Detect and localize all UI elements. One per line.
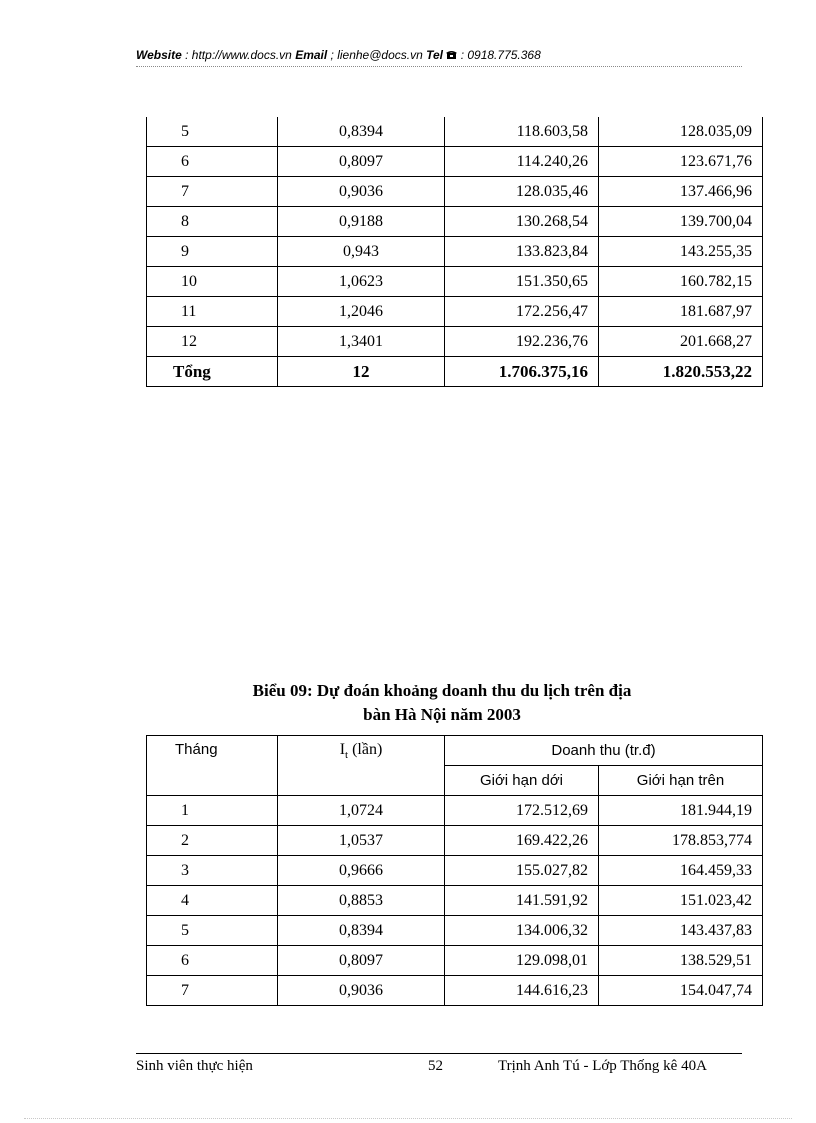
index-cell: 0,8097 [278, 147, 445, 177]
index-cell: 1,2046 [278, 297, 445, 327]
table-caption-line-2: bàn Hà Nội năm 2003 [363, 705, 521, 724]
index-unit: (lần) [348, 741, 383, 758]
upper-bound-cell: 138.529,51 [599, 946, 763, 976]
table-row [147, 297, 763, 327]
index-cell: 1,0623 [278, 267, 445, 297]
index-cell: 0,8853 [278, 886, 445, 916]
footer-divider [136, 1053, 742, 1054]
table-caption-line-1: Biểu 09: Dự đoán khoảng doanh thu du lịch trên địa [252, 681, 632, 700]
table-row [147, 207, 763, 237]
index-cell: 1,0537 [278, 826, 445, 856]
lower-bound-cell: 169.422,26 [445, 826, 599, 856]
column-header-index [278, 736, 445, 796]
column-header-month: Tháng [147, 736, 278, 796]
lower-bound-cell: 144.616,23 [445, 976, 599, 1006]
index-cell: 0,8097 [278, 946, 445, 976]
month-cell: 7 [147, 177, 278, 207]
month-cell: 7 [147, 976, 278, 1006]
upper-bound-cell: 178.853,774 [599, 826, 763, 856]
column-header-upper-bound: Giới hạn trên [599, 766, 763, 796]
tel-number: : 0918.775.368 [457, 48, 541, 62]
tel-label: Tel [426, 48, 444, 62]
column-header-lower-bound: Giới hạn dới [445, 766, 599, 796]
table-row [147, 117, 763, 147]
footer-author-name: Trịnh Anh Tú - Lớp Thống kê 40A [498, 1058, 707, 1074]
index-cell: 0,9036 [278, 976, 445, 1006]
lower-bound-cell: 172.512,69 [445, 796, 599, 826]
page-header [136, 48, 740, 63]
page-number: 52 [428, 1058, 443, 1074]
index-cell: 0,943 [278, 237, 445, 267]
lower-bound-cell: 192.236,76 [445, 327, 599, 357]
month-cell: 10 [147, 267, 278, 297]
index-cell: 0,9036 [278, 177, 445, 207]
upper-bound-cell: 181.944,19 [599, 796, 763, 826]
table-row [147, 147, 763, 177]
header-divider [136, 66, 742, 67]
table-row [147, 796, 763, 826]
total-lower-bound: 1.706.375,16 [445, 357, 599, 387]
month-cell: 6 [147, 147, 278, 177]
upper-bound-cell: 160.782,15 [599, 267, 763, 297]
table-header-row [147, 736, 763, 766]
index-cell: 0,9666 [278, 856, 445, 886]
month-cell: 4 [147, 886, 278, 916]
lower-bound-cell: 128.035,46 [445, 177, 599, 207]
total-row [147, 357, 763, 387]
lower-bound-cell: 130.268,54 [445, 207, 599, 237]
table-row [147, 976, 763, 1006]
lower-bound-cell: 155.027,82 [445, 856, 599, 886]
lower-bound-cell: 133.823,84 [445, 237, 599, 267]
month-cell: 1 [147, 796, 278, 826]
table-row [147, 886, 763, 916]
month-cell: 8 [147, 207, 278, 237]
lower-bound-cell: 141.591,92 [445, 886, 599, 916]
revenue-table-continued [146, 117, 763, 387]
lower-bound-cell: 118.603,58 [445, 117, 599, 147]
table-row [147, 267, 763, 297]
month-cell: 2 [147, 826, 278, 856]
month-cell: 9 [147, 237, 278, 267]
index-cell: 0,8394 [278, 117, 445, 147]
upper-bound-cell: 154.047,74 [599, 976, 763, 1006]
upper-bound-cell: 201.668,27 [599, 327, 763, 357]
total-label: Tổng [147, 357, 278, 387]
month-cell: 6 [147, 946, 278, 976]
footer-author-label: Sinh viên thực hiện [136, 1058, 253, 1074]
lower-bound-cell: 151.350,65 [445, 267, 599, 297]
index-cell: 0,9188 [278, 207, 445, 237]
upper-bound-cell: 151.023,42 [599, 886, 763, 916]
upper-bound-cell: 128.035,09 [599, 117, 763, 147]
website-url[interactable]: : http://www.docs.vn [181, 48, 296, 62]
index-symbol: I [339, 741, 346, 758]
month-cell: 12 [147, 327, 278, 357]
upper-bound-cell: 143.255,35 [599, 237, 763, 267]
table-row [147, 856, 763, 886]
table-row [147, 327, 763, 357]
lower-bound-cell: 114.240,26 [445, 147, 599, 177]
index-cell: 1,3401 [278, 327, 445, 357]
table-row [147, 826, 763, 856]
upper-bound-cell: 123.671,76 [599, 147, 763, 177]
page-bottom-edge [24, 1118, 792, 1119]
lower-bound-cell: 134.006,32 [445, 916, 599, 946]
upper-bound-cell: 181.687,97 [599, 297, 763, 327]
table-row [147, 237, 763, 267]
total-upper-bound: 1.820.553,22 [599, 357, 763, 387]
index-subscript: t [345, 749, 349, 762]
table-row [147, 177, 763, 207]
index-cell: 0,8394 [278, 916, 445, 946]
upper-bound-cell: 164.459,33 [599, 856, 763, 886]
upper-bound-cell: 139.700,04 [599, 207, 763, 237]
email-address[interactable]: ; lienhe@docs.vn [327, 48, 427, 62]
lower-bound-cell: 129.098,01 [445, 946, 599, 976]
table-row [147, 946, 763, 976]
upper-bound-cell: 137.466,96 [599, 177, 763, 207]
month-cell: 11 [147, 297, 278, 327]
month-cell: 5 [147, 117, 278, 147]
upper-bound-cell: 143.437,83 [599, 916, 763, 946]
website-label: Website [136, 48, 182, 62]
revenue-forecast-table [146, 735, 763, 1006]
lower-bound-cell: 172.256,47 [445, 297, 599, 327]
total-index: 12 [278, 357, 445, 387]
month-cell: 3 [147, 856, 278, 886]
table-row [147, 916, 763, 946]
email-label: Email [295, 48, 328, 62]
column-header-revenue: Doanh thu (tr.đ) [445, 736, 763, 766]
month-cell: 5 [147, 916, 278, 946]
index-cell: 1,0724 [278, 796, 445, 826]
phone-icon [446, 49, 457, 63]
